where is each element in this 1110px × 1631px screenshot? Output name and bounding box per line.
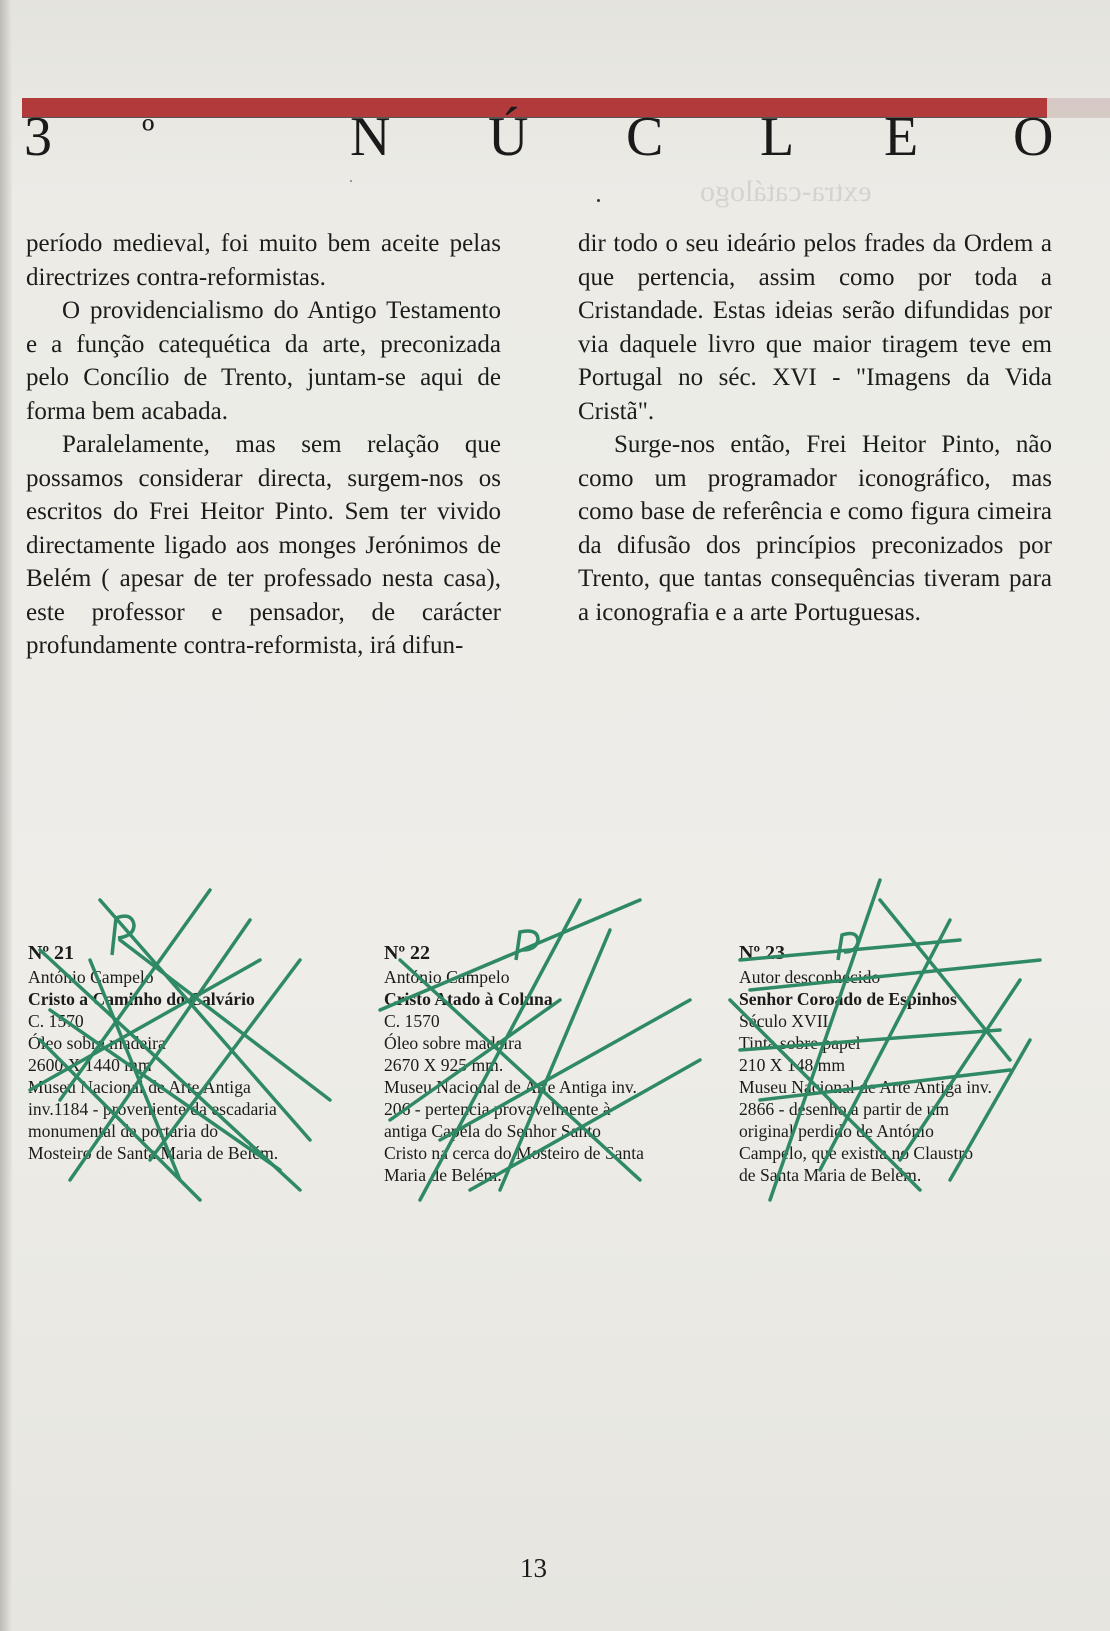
entry-location-line: Mosteiro de Santa Maria de Belém. <box>28 1143 279 1163</box>
entry-location-line: de Santa Maria de Belém. <box>739 1165 922 1185</box>
entry-location-line: 206 - pertencia provavelmente à <box>384 1099 611 1119</box>
bleed-through-lines <box>26 860 1086 894</box>
entry-technique: Óleo sobre madeira <box>384 1033 522 1053</box>
entry-location-line: Campelo, que existia no Claustro <box>739 1143 974 1163</box>
entry-location-line: Museu Nacional de Arte Antiga inv. <box>739 1077 992 1097</box>
heading-letter: O <box>1013 106 1054 168</box>
page-gutter-shadow <box>0 0 12 1631</box>
catalog-entry-22 <box>384 940 644 1186</box>
entry-location-line: Museu Nacional de Arte Antiga <box>28 1077 251 1097</box>
entry-dimensions: 2670 X 925 mm. <box>384 1055 504 1075</box>
paragraph: O providencialismo do Antigo Testamento e a função catequética da arte, preconizada pelo Concílio de Trento, juntam-se aqui de forma bem acabada. <box>26 297 501 425</box>
paragraph: período medieval, foi muito bem aceite pelas directrizes contra-reformistas. <box>26 230 501 291</box>
bleed-through-text: extra-catálogo <box>700 175 872 208</box>
header-red-bar-bleed <box>1047 98 1110 118</box>
page-number: 13 <box>520 1553 547 1583</box>
entry-location-line: inv.1184 - proveniente da escadaria <box>28 1099 277 1119</box>
speck <box>350 180 352 182</box>
entry-author: Autor desconhecido <box>739 967 881 987</box>
speck <box>597 199 600 202</box>
entry-location-line: original perdido de António <box>739 1121 934 1141</box>
entry-title: Cristo a Caminho do Calvário <box>28 989 255 1009</box>
entry-location-line: 2866 - desenho a partir de um <box>739 1099 950 1119</box>
entry-date: C. 1570 <box>28 1011 84 1031</box>
entry-dimensions: 210 X 148 mm <box>739 1055 846 1075</box>
paragraph: dir todo o seu ideário pelos frades da Ordem a que pertencia, assim como por toda a Cristandade. Estas ideias serão difundidas por via daquele livro que maior tiragem teve em Portugal no séc. XVI - "Imagens da Vida Cristã". <box>578 230 1052 425</box>
heading-letter: C <box>626 106 664 168</box>
entry-technique: Tinta sobre papel <box>739 1033 861 1053</box>
text-column-left <box>26 227 501 663</box>
heading-letter: 3 <box>24 106 52 168</box>
entry-title: Cristo Atado à Coluna <box>384 989 553 1009</box>
entry-date: C. 1570 <box>384 1011 440 1031</box>
entry-technique: Óleo sobre madeira <box>28 1033 166 1053</box>
catalog-entry-23 <box>739 940 992 1186</box>
entry-number: Nº 22 <box>384 942 431 964</box>
entry-author: António Campelo <box>28 967 154 987</box>
heading-letter: Ú <box>488 106 529 168</box>
entry-date: Século XVII <box>739 1011 829 1031</box>
entry-title: Senhor Coroado de Espinhos <box>739 989 957 1009</box>
catalog-entry-21 <box>28 940 278 1164</box>
entry-author: António Campelo <box>384 967 510 987</box>
entry-location-line: Cristo na cerca do Mosteiro de Santa <box>384 1143 644 1163</box>
heading-letter: N <box>350 106 391 168</box>
paragraph: Surge-nos então, Frei Heitor Pinto, não como um programador iconográfico, mas como base de referência e como figura cimeira da difusão dos princípios preconizados por Trento, que tantas consequências tiveram para a iconografia e a arte Portuguesas. <box>578 431 1052 626</box>
heading-letter: L <box>760 106 795 168</box>
paragraph: Paralelamente, mas sem relação que possamos considerar directa, surgem-nos os escritos do Frei Heitor Pinto. Sem ter vivido directamente ligado aos monges Jerónimos de Belém ( apesar de ter professado nesta casa), este professor e pensador, de carácter profundamente contra-reformista, irá difun- <box>26 431 501 659</box>
entry-location-line: antiga Capela do Senhor Santo <box>384 1121 601 1141</box>
heading-letter: º <box>142 110 155 155</box>
entry-dimensions: 2600 X 1440 mm <box>28 1055 152 1075</box>
heading-letter: E <box>884 106 919 168</box>
entry-number: Nº 21 <box>28 942 75 964</box>
entry-location-line: Maria de Belém. <box>384 1165 502 1185</box>
entry-number: Nº 23 <box>739 942 786 964</box>
entry-location-line: Museu Nacional de Arte Antiga inv. <box>384 1077 637 1097</box>
text-column-right <box>578 227 1052 629</box>
entry-location-line: monumental da portaria do <box>28 1121 219 1141</box>
